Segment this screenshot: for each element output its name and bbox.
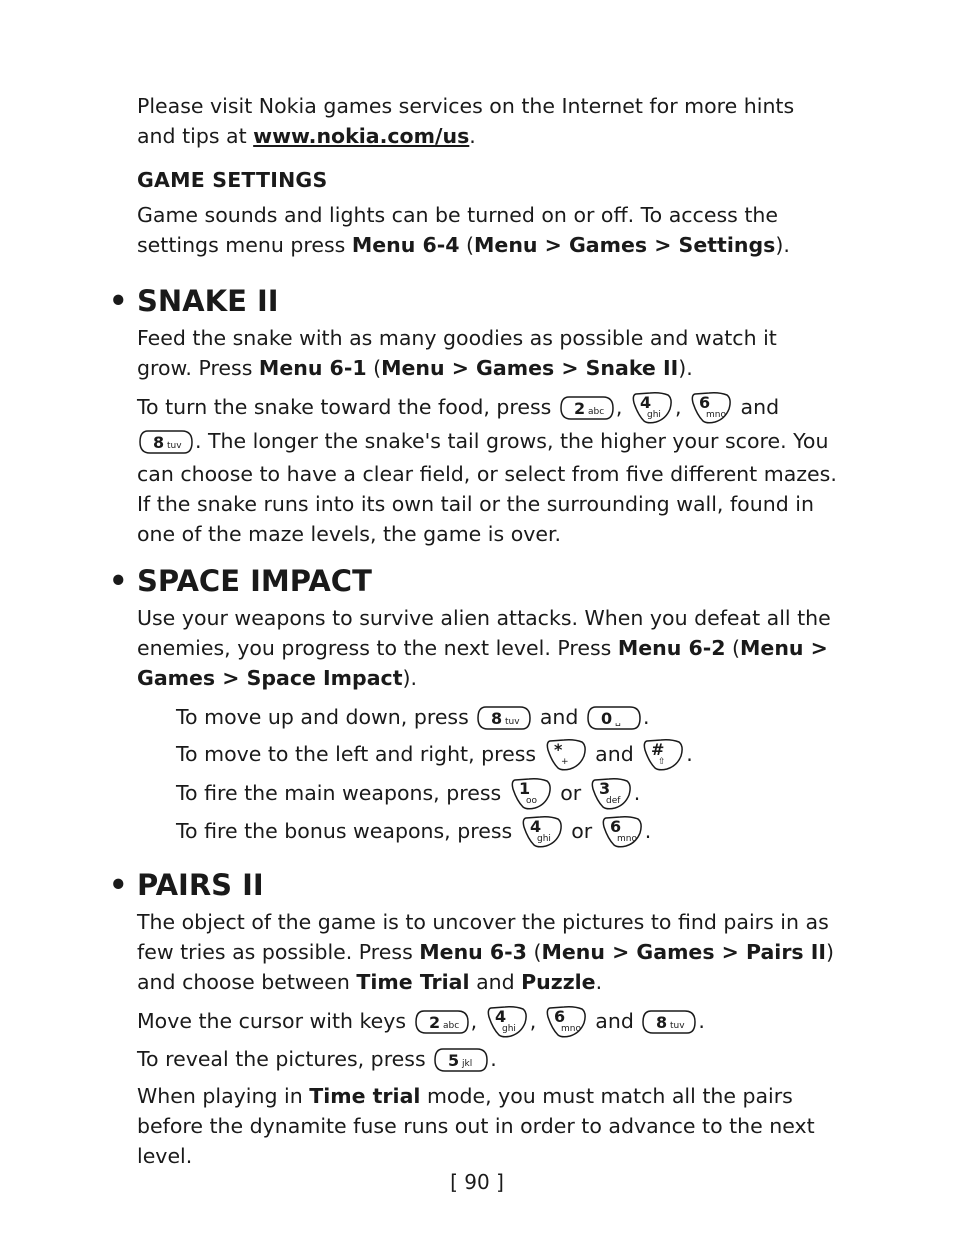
svg-text:6: 6 (553, 1007, 565, 1026)
svg-text:mno: mno (616, 834, 637, 844)
svg-text:ghi: ghi (501, 1024, 516, 1034)
key-star-icon (544, 738, 588, 772)
key-8-icon (641, 1005, 697, 1039)
menu-code: Menu 6-4 (351, 233, 460, 257)
key-4-icon (520, 815, 564, 849)
menu-path: Menu > Games > Snake II (381, 356, 679, 380)
menu-code: Menu 6-1 (258, 356, 367, 380)
snake-paragraph-2: To turn the snake toward the food, press 2 abc , 4 ghi , 6 mno and 8 tuv . The longer the snake's tail grows, the higher your score. You can choose to have a clear field, or select from five different mazes. If the snake runs into its own tail or the surrounding wall, found in one of the maze levels, the game is over. (137, 393, 837, 546)
key-5-icon (433, 1043, 489, 1077)
svg-text:+: + (560, 757, 569, 767)
svg-text:#: # (651, 740, 665, 759)
key-8-icon (476, 701, 532, 735)
pairs-paragraph-4: When playing in Time trial mode, you must match all the pairs before the dynamite fuse runs out in order to advance to the next level. (137, 1084, 815, 1168)
snake-heading: • SNAKE II (109, 284, 279, 318)
svg-text:1: 1 (518, 779, 530, 798)
option-time-trial: Time Trial (356, 970, 470, 994)
key-6-icon (544, 1005, 588, 1039)
svg-text:4: 4 (494, 1007, 506, 1026)
svg-text:⇧: ⇧ (658, 757, 666, 767)
svg-text:5: 5 (448, 1051, 460, 1070)
bullet-icon: • (109, 868, 128, 902)
svg-text:4: 4 (639, 393, 652, 412)
svg-text:␣: ␣ (614, 717, 621, 727)
svg-text:4: 4 (529, 817, 541, 836)
key-2-icon (414, 1005, 470, 1039)
key-2-icon (559, 391, 615, 425)
svg-text:8: 8 (491, 709, 503, 728)
svg-text:2: 2 (428, 1013, 440, 1032)
svg-text:8: 8 (153, 433, 165, 452)
pairs-paragraph-1: The object of the game is to uncover the pictures to find pairs in as few tries as possible. Press Menu 6-3 (Menu > Games > Pairs II) and choose between Time Trial and Puzzle. (137, 910, 835, 994)
key-8-icon (138, 425, 194, 459)
svg-text:abc: abc (587, 407, 605, 417)
space-impact-line-2: To move to the left and right, press * + and # ⇧ . (176, 738, 876, 772)
mode-time-trial: Time trial (309, 1084, 421, 1108)
key-4-icon (485, 1005, 529, 1039)
svg-text:*: * (553, 740, 562, 759)
menu-code: Menu 6-2 (617, 636, 726, 660)
snake-paragraph-1: Feed the snake with as many goodies as possible and watch it grow. Press Menu 6-1 (Menu > Games > Snake II). (137, 326, 777, 380)
option-puzzle: Puzzle (521, 970, 596, 994)
svg-text:3: 3 (598, 779, 610, 798)
pairs-paragraph-2: Move the cursor with keys 2 abc , 4 ghi , 6 mno and 8 tuv . (137, 1005, 837, 1039)
svg-text:tuv: tuv (505, 717, 520, 727)
bullet-icon: • (109, 284, 128, 318)
nokia-link[interactable]: www.nokia.com/us (253, 124, 470, 148)
space-impact-line-1: To move up and down, press 8 tuv and 0 ␣ . (176, 701, 876, 735)
page-number: [ 90 ] (450, 1170, 504, 1194)
pairs-paragraph-3: To reveal the pictures, press 5 jkl . (137, 1043, 837, 1077)
svg-text:abc: abc (442, 1021, 459, 1031)
game-settings-paragraph: Game sounds and lights can be turned on or off. To access the settings menu press Menu 6-4 (Menu > Games > Settings). (137, 203, 790, 257)
menu-path: Menu > Games > Settings (474, 233, 776, 257)
key-hash-icon (641, 738, 685, 772)
menu-code: Menu 6-3 (419, 940, 527, 964)
svg-text:6: 6 (609, 817, 621, 836)
svg-text:2: 2 (573, 399, 586, 418)
svg-text:tuv: tuv (670, 1021, 685, 1031)
svg-text:mno: mno (560, 1024, 581, 1034)
svg-text:mno: mno (706, 410, 726, 420)
space-impact-heading: • SPACE IMPACT (109, 564, 372, 598)
key-1-icon (509, 777, 553, 811)
svg-text:ghi: ghi (536, 834, 551, 844)
intro-text: Please visit Nokia games services on the Internet for more hints and tips at (137, 94, 795, 148)
svg-text:6: 6 (699, 393, 711, 412)
svg-text:8: 8 (656, 1013, 668, 1032)
menu-path: Menu > Games > Pairs II (541, 940, 827, 964)
space-impact-line-3: To fire the main weapons, press 1 oo or 3 def . (176, 777, 876, 811)
svg-text:jkl: jkl (462, 1059, 473, 1069)
intro-paragraph: Please visit Nokia games services on the Internet for more hints and tips at www.nokia.com/us. (137, 94, 795, 148)
space-impact-paragraph-1: Use your weapons to survive alien attacks. When you defeat all the enemies, you progress to the next level. Press Menu 6-2 (Menu > Games > Space Impact). (137, 606, 831, 690)
pairs-heading: • PAIRS II (109, 868, 264, 902)
bullet-icon: • (109, 564, 128, 598)
svg-text:oo: oo (525, 796, 537, 806)
space-impact-line-4: To fire the bonus weapons, press 4 ghi or 6 mno . (176, 815, 876, 849)
svg-text:def: def (605, 796, 621, 806)
key-4-icon (630, 391, 674, 425)
svg-text:0: 0 (600, 709, 613, 728)
key-6-icon (600, 815, 644, 849)
svg-text:ghi: ghi (646, 410, 661, 420)
key-3-icon (589, 777, 633, 811)
menu-path: Menu > Games > Space Impact (137, 636, 828, 690)
key-0-icon (586, 701, 642, 735)
game-settings-heading: GAME SETTINGS (137, 168, 328, 192)
svg-text:tuv: tuv (167, 441, 182, 451)
key-6-icon (689, 391, 733, 425)
